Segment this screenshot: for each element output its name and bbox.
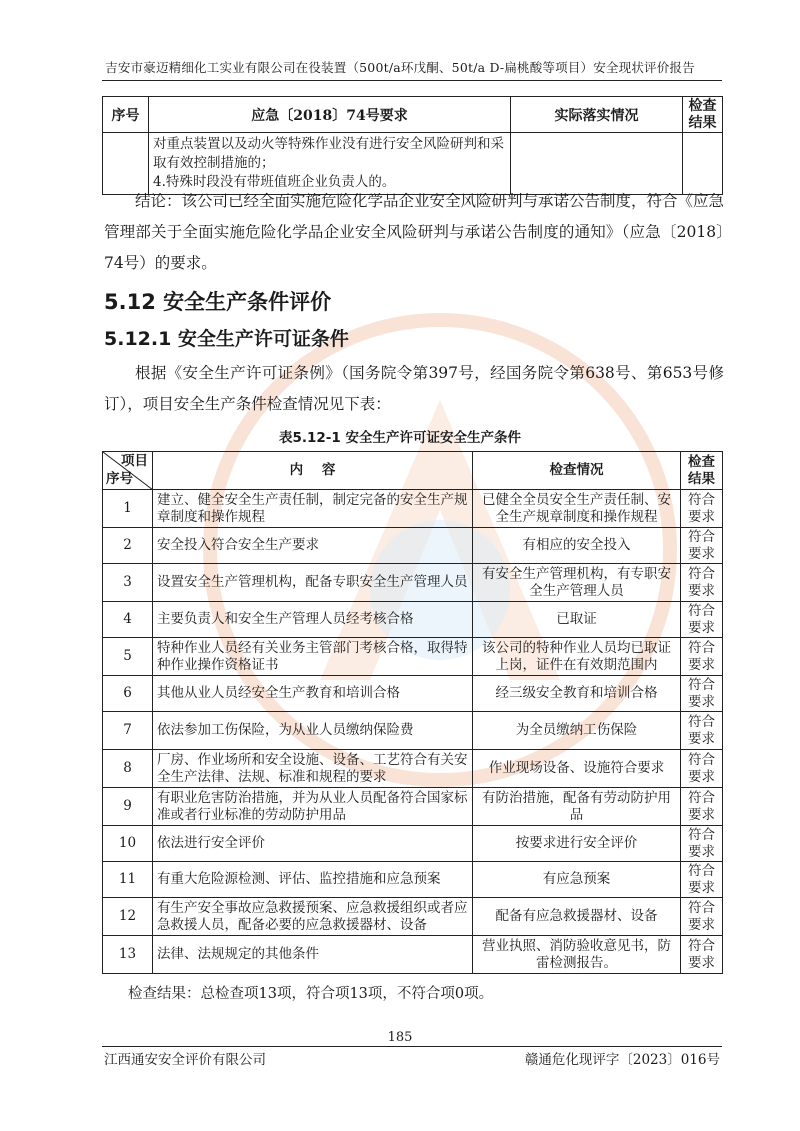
- row-content: 设置安全生产管理机构，配备专职安全生产管理人员: [153, 564, 473, 602]
- row-check: 营业执照、消防验收意见书，防雷检测报告。: [473, 936, 681, 974]
- row-check: 有应急预案: [473, 862, 681, 898]
- row-content: 依法进行安全评价: [153, 826, 473, 862]
- table-row: [103, 602, 723, 638]
- row-check: 经三级安全教育和培训合格: [473, 676, 681, 712]
- page-number: 185: [387, 1030, 413, 1045]
- row-number: 1: [103, 490, 153, 528]
- row-content: 有重大危险源检测、评估、监控措施和应急预案: [153, 862, 473, 898]
- row-content: 法律、法规规定的其他条件: [153, 936, 473, 974]
- report-header: 吉安市豪迈精细化工实业有限公司在役装置（500t/a环戊酮、50t/a D-扁桃酸等项目）安全现状评价报告: [105, 60, 695, 75]
- row-number: 5: [103, 638, 153, 676]
- row-result: 符合要求: [681, 826, 723, 862]
- table-row: [103, 676, 723, 712]
- row-content: 厂房、作业场所和安全设施、设备、工艺符合有关安全生产法律、法规、标准和规程的要求: [153, 750, 473, 788]
- conclusion-paragraph: 结论：该公司已经全面实施危险化学品企业安全风险研判与承诺公告制度，符合《应急管理部关于全面实施危险化学品企业安全风险研判与承诺公告制度的通知》（应急〔2018〕74号）的要求。: [104, 192, 725, 272]
- intro-paragraph: 根据《安全生产许可证条例》（国务院令第397号，经国务院令第638号、第653号修订），项目安全生产条件检查情况见下表：: [104, 364, 724, 413]
- row-content: 其他从业人员经安全生产教育和培训合格: [153, 676, 473, 712]
- row-content: 主要负责人和安全生产管理人员经考核合格: [153, 602, 473, 638]
- header-check: 检查情况: [473, 452, 681, 490]
- row-result: 符合要求: [681, 490, 723, 528]
- row-number: 7: [103, 712, 153, 750]
- footer-doc-number: 赣通危化现评字〔2023〕016号: [524, 1052, 720, 1068]
- row-check: 配备有应急救援器材、设备: [473, 898, 681, 936]
- table-row: [103, 826, 723, 862]
- row-result: 符合要求: [681, 750, 723, 788]
- row-result: 符合要求: [681, 712, 723, 750]
- row-result: 符合要求: [681, 862, 723, 898]
- header-divider: [102, 80, 722, 81]
- row-number: 10: [103, 826, 153, 862]
- row-number: 12: [103, 898, 153, 936]
- row-result: 符合要求: [681, 898, 723, 936]
- col-header-requirement: 应急〔2018〕74号要求: [149, 97, 511, 133]
- requirements-table-continued: [102, 96, 723, 195]
- requirement-text: 对重点装置以及动火等特殊作业没有进行安全风险研判和采取有效控制措施的； 4.特殊时段没有带班值班企业负责人的。: [149, 133, 511, 195]
- row-content: 有生产安全事故应急救援预案、应急救援组织或者应急救援人员，配备必要的应急救援器材、设备: [153, 898, 473, 936]
- row-number: 8: [103, 750, 153, 788]
- row-result: 符合要求: [681, 528, 723, 564]
- row-result: 符合要求: [681, 676, 723, 712]
- table-row: [103, 712, 723, 750]
- row-number: 3: [103, 564, 153, 602]
- header-content: 内 容: [153, 452, 473, 490]
- row-number: 9: [103, 788, 153, 826]
- row-check: 按要求进行安全评价: [473, 826, 681, 862]
- row-content: 有职业危害防治措施，并为从业人员配备符合国家标准或者行业标准的劳动防护用品: [153, 788, 473, 826]
- footer-divider: [102, 1046, 722, 1047]
- table-row: [103, 862, 723, 898]
- table-row: [103, 788, 723, 826]
- row-check: 已健全全员安全生产责任制、安全生产规章制度和操作规程: [473, 490, 681, 528]
- col-header-result: 检查结果: [683, 97, 723, 133]
- table-row: [103, 490, 723, 528]
- row-number: 11: [103, 862, 153, 898]
- table-caption: 表5.12-1 安全生产许可证安全生产条件: [278, 430, 521, 446]
- table-row: [103, 936, 723, 974]
- row-content: 依法参加工伤保险，为从业人员缴纳保险费: [153, 712, 473, 750]
- row-result: 符合要求: [681, 602, 723, 638]
- footer-company: 江西通安安全评价有限公司: [104, 1052, 266, 1068]
- row-check: 为全员缴纳工伤保险: [473, 712, 681, 750]
- check-summary: 检查结果：总检查项13项，符合项13项，不符合项0项。: [128, 986, 494, 1002]
- col-header-implementation: 实际落实情况: [511, 97, 683, 133]
- table-row: [103, 638, 723, 676]
- header-result: 检查结果: [681, 452, 723, 490]
- row-result: 符合要求: [681, 788, 723, 826]
- row-content: 建立、健全安全生产责任制，制定完备的安全生产规章制度和操作规程: [153, 490, 473, 528]
- section-heading-5-12: 5.12 安全生产条件评价: [104, 290, 332, 314]
- row-number: 4: [103, 602, 153, 638]
- row-result: 符合要求: [681, 638, 723, 676]
- row-check: 作业现场设备、设施符合要求: [473, 750, 681, 788]
- header-item-no: [103, 452, 153, 490]
- row-result: 符合要求: [681, 564, 723, 602]
- table-row: [103, 564, 723, 602]
- row-number: 13: [103, 936, 153, 974]
- section-heading-5-12-1: 5.12.1 安全生产许可证条件: [104, 328, 349, 350]
- row-check: 已取证: [473, 602, 681, 638]
- row-number: 2: [103, 528, 153, 564]
- col-header-no: 序号: [103, 97, 149, 133]
- row-check: 该公司的特种作业人员均已取证上岗，证件在有效期范围内: [473, 638, 681, 676]
- table-row: [103, 750, 723, 788]
- row-check: 有相应的安全投入: [473, 528, 681, 564]
- table-row: [103, 898, 723, 936]
- row-number: 6: [103, 676, 153, 712]
- row-check: 有安全生产管理机构，有专职安全生产管理人员: [473, 564, 681, 602]
- table-row: [103, 528, 723, 564]
- header-no: 序号: [106, 471, 133, 487]
- row-result: 符合要求: [681, 936, 723, 974]
- row-content: 特种作业人员经有关业务主管部门考核合格，取得特种作业操作资格证书: [153, 638, 473, 676]
- row-content: 安全投入符合安全生产要求: [153, 528, 473, 564]
- header-item: 项目: [121, 453, 148, 469]
- row-check: 有防治措施，配备有劳动防护用品: [473, 788, 681, 826]
- license-conditions-table: [102, 451, 723, 974]
